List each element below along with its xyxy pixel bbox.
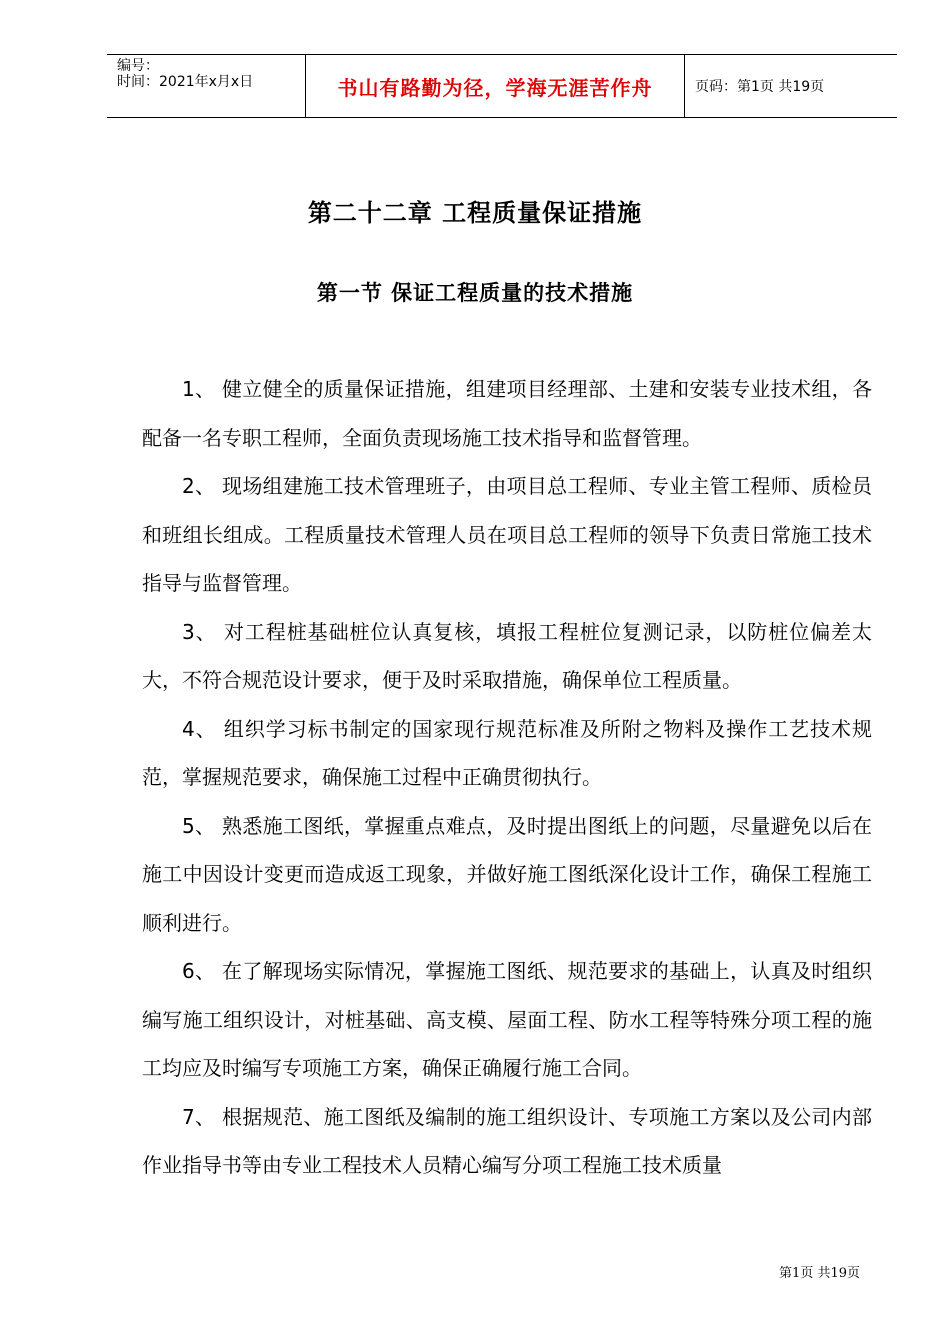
paragraph-6: 6、 在了解现场实际情况，掌握施工图纸、规范要求的基础上，认真及时组织编写施工组织设计，对桩基础、高支模、屋面工程、防水工程等特殊分项工程的施工均应及时编写专项施工方案，确保正确履行施工合同。	[142, 959, 872, 1080]
paragraph-1: 1、 健立健全的质量保证措施，组建项目经理部、土建和安装专业技术组，各配备一名专职工程师，全面负责现场施工技术指导和监督管理。	[142, 377, 872, 450]
page-header	[107, 54, 897, 118]
header-page-cell	[685, 55, 897, 117]
paragraph-7: 7、 根据规范、施工图纸及编制的施工组织设计、专项施工方案以及公司内部作业指导书等由专业工程技术人员精心编写分项工程施工技术质量	[142, 1104, 872, 1177]
header-motto-cell	[306, 55, 685, 117]
page-footer: 第1页 共19页	[779, 1266, 860, 1281]
paragraph-3: 3、 对工程桩基础桩位认真复核，填报工程桩位复测记录，以防桩位偏差太大，不符合规范设计要求，便于及时采取措施，确保单位工程质量。	[142, 619, 872, 692]
paragraph-2: 2、 现场组建施工技术管理班子，由项目总工程师、专业主管工程师、质检员和班组长组成。工程质量技术管理人员在项目总工程师的领导下负责日常施工技术指导与监督管理。	[142, 474, 872, 595]
header-page-info: 页码：第1页 共19页	[695, 79, 825, 95]
paragraph-5: 5、 熟悉施工图纸，掌握重点难点，及时提出图纸上的问题，尽量避免以后在施工中因设计变更而造成返工现象，并做好施工图纸深化设计工作，确保工程施工顺利进行。	[142, 813, 872, 935]
section-title: 第一节 保证工程质量的技术措施	[316, 281, 634, 305]
header-meta-cell	[107, 55, 306, 117]
chapter-title: 第二十二章 工程质量保证措施	[307, 199, 643, 227]
document-body	[142, 365, 872, 1190]
serial-number-label: 编号：	[117, 58, 159, 74]
paragraph-4: 4、 组织学习标书制定的国家现行规范标准及所附之物料及操作工艺技术规范，掌握规范要求，确保施工过程中正确贯彻执行。	[142, 716, 872, 789]
date-label: 时间：2021年x月x日	[117, 74, 254, 90]
header-motto: 书山有路勤为径，学海无涯苦作舟	[337, 75, 653, 100]
